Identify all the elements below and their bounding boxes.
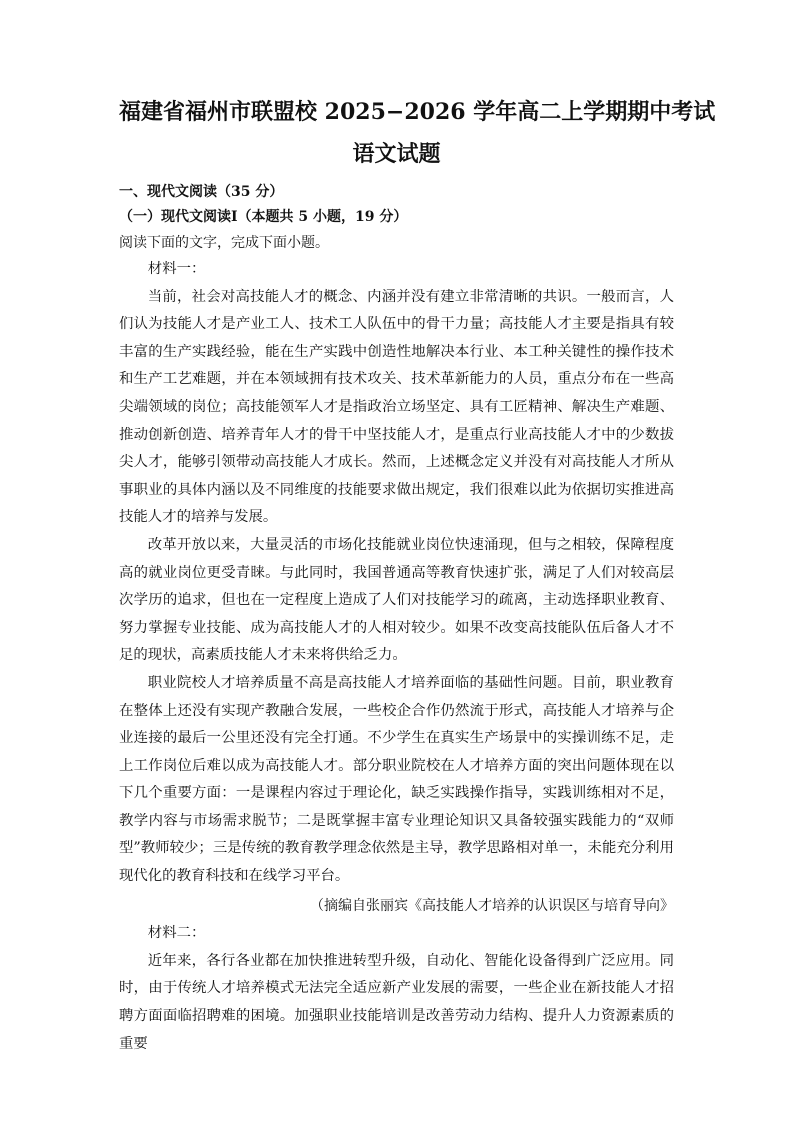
material-one-paragraph-2: 改革开放以来，大量灵活的市场化技能就业岗位快速涌现，但与之相较，保障程度高的就业岗位更受青睐。与此同时，我国普通高等教育快速扩张，满足了人们对较高层次学历的追求，但也在一定程度上造成了人们对技能学习的疏离，主动选择职业教育、努力掌握专业技能、成为高技能人才的人相对较少。如果不改变高技能队伍后备人才不足的现状，高素质技能人才未来将供给乏力。 (119, 536, 674, 664)
exam-subject-title: 语文试题 (352, 141, 441, 167)
material-one-paragraph-3: 职业院校人才培养质量不高是高技能人才培养面临的基础性问题。目前，职业教育在整体上还没有实现产教融合发展，一些校企合作仍然流于形式，高技能人才培养与企业连接的最后一公里还没有完全打通。不少学生在真实生产场景中的实操训练不足，走上工作岗位后难以成为高技能人才。部分职业院校在人才培养方面的突出问题体现在以下几个重要方面：一是课程内容过于理论化，缺乏实践操作指导，实践训练相对不足，教学内容与市场需求脱节；二是既掌握丰富专业理论知识又具备较强实践能力的“双师型”教师较少；三是传统的教育教学理念依然是主导，教学思路相对单一，未能充分利用现代化的教育科技和在线学习平台。 (119, 674, 674, 885)
material-two-paragraph-1: 近年来，各行各业都在加快推进转型升级，自动化、智能化设备得到广泛应用。同时，由于传统人才培养模式无法完全适应新产业发展的需要，一些企业在新技能人才招聘方面面临招聘难的困境。加强职业技能培训是改善劳动力结构、提升人力资源素质的重要 (119, 952, 674, 1052)
material-one-paragraph-1: 当前，社会对高技能人才的概念、内涵并没有建立非常清晰的共识。一般而言，人们认为技能人才是产业工人、技术工人队伍中的骨干力量；高技能人才主要是指具有较丰富的生产实践经验，能在生产实践中创造性地解决本行业、本工种关键性的操作技术和生产工艺难题，并在本领域拥有技术攻关、技术革新能力的人员，重点分布在一些高尖端领域的岗位；高技能领军人才是指政治立场坚定、具有工匠精神、解决生产难题、推动创新创造、培养青年人才的骨干中坚技能人才，是重点行业高技能人才中的少数拔尖人才，能够引领带动高技能人才成长。然而，上述概念定义并没有对高技能人才所从事职业的具体内涵以及不同维度的技能要求做出规定，我们很难以此为依据切实推进高技能人才的培养与发展。 (119, 288, 674, 526)
exam-title: 福建省福州市联盟校 2025−2026 学年高二上学期期中考试 (119, 99, 716, 125)
material-one-source: （摘编自张丽宾《高技能人才培养的认识误区与培育导向》 (310, 897, 674, 914)
reading-instruction: 阅读下面的文字，完成下面小题。 (119, 235, 329, 251)
material-two-label: 材料二： (147, 925, 206, 942)
material-one-label: 材料一： (147, 261, 206, 277)
subsection-heading: （一）现代文阅读Ⅰ（本题共 5 小题，19 分） (119, 209, 408, 225)
section-heading: 一、现代文阅读（35 分） (119, 184, 284, 200)
